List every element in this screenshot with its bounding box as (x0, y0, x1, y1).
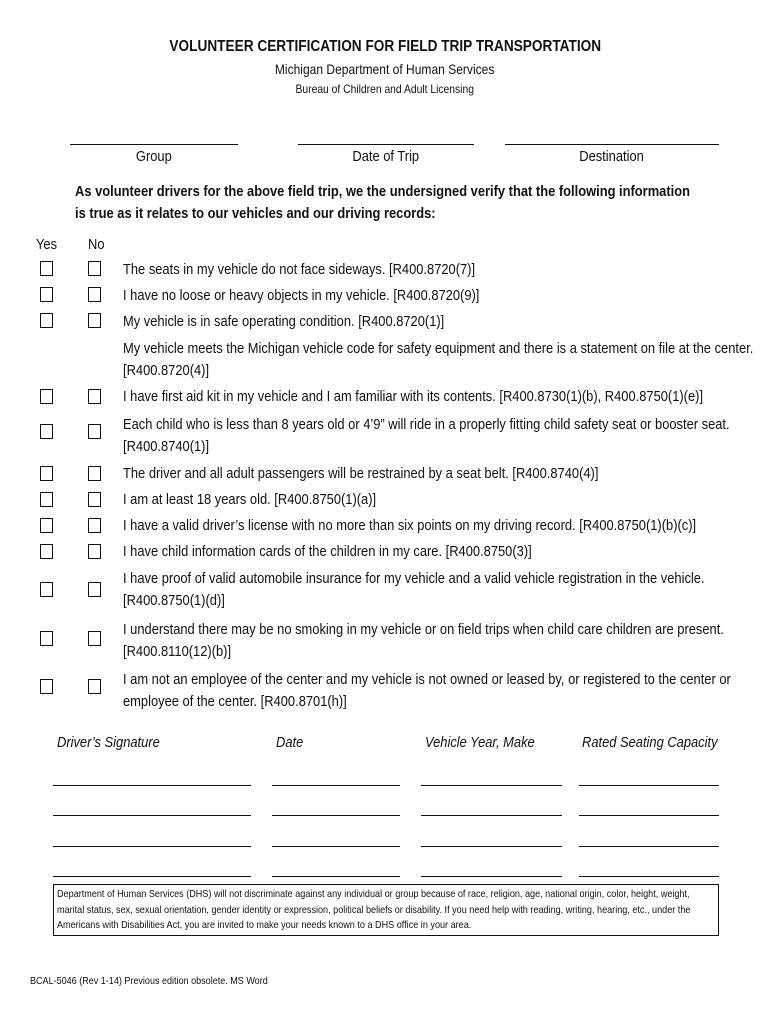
rated-seating-capacity-field[interactable] (579, 876, 719, 877)
form-footer: BCAL-5046 (Rev 1-14) Previous edition obsolete. MS Word (30, 975, 268, 987)
yes-checkbox[interactable] (40, 313, 53, 328)
no-column-header: No (88, 236, 105, 253)
notice-text: Department of Human Services (DHS) will not discriminate against any individual or group because of race, religion, age, national origin, color, height, weight, marital status, sex, sexual orientation, gender identity or expression, political beliefs or disability. If you need help with reading, writing, hearing, etc., under the Americans with Disabilities Act, you are invited to make your needs known to a DHS office in your area. (57, 888, 691, 931)
no-checkbox[interactable] (88, 389, 101, 404)
rated-seating-capacity-field[interactable] (579, 846, 719, 847)
vehicle-year-make-field[interactable] (421, 785, 562, 786)
statement-text: My vehicle is in safe operating condition. [R400.8720(1)] (123, 313, 445, 330)
statement-text: I have proof of valid automobile insurance for my vehicle and a valid vehicle registration in the vehicle. (123, 570, 705, 587)
statement-text: [R400.8740(1)] (123, 438, 210, 455)
statement-text: The driver and all adult passengers will be restrained by a seat belt. [R400.8740(4)] (123, 465, 599, 482)
yes-checkbox[interactable] (40, 466, 53, 481)
statement-text: The seats in my vehicle do not face sideways. [R400.8720(7)] (123, 261, 476, 278)
date-field[interactable] (272, 846, 400, 847)
statement-text: I have no loose or heavy objects in my vehicle. [R400.8720(9)] (123, 287, 480, 304)
statement-text: I understand there may be no smoking in my vehicle or on field trips when child care children are present. (123, 621, 724, 638)
drivers-signature-field[interactable] (53, 815, 251, 816)
date-header: Date (276, 734, 304, 751)
statement-text: My vehicle meets the Michigan vehicle code for safety equipment and there is a statement on file at the center. (123, 340, 754, 357)
drivers-signature-field[interactable] (53, 785, 251, 786)
form-title: VOLUNTEER CERTIFICATION FOR FIELD TRIP TRANSPORTATION (169, 38, 601, 55)
rated-seating-capacity-field[interactable] (579, 815, 719, 816)
date-field[interactable] (272, 785, 400, 786)
rated-seating-capacity-field[interactable] (579, 785, 719, 786)
bureau-name: Bureau of Children and Adult Licensing (295, 82, 475, 96)
destination-label: Destination (579, 148, 645, 165)
statement-text: I am not an employee of the center and my vehicle is not owned or leased by, or registered to the center or (123, 671, 731, 688)
yes-checkbox[interactable] (40, 287, 53, 302)
yes-checkbox[interactable] (40, 631, 53, 646)
yes-checkbox[interactable] (40, 679, 53, 694)
vehicle-year-make-header: Vehicle Year, Make (425, 734, 535, 751)
no-checkbox[interactable] (88, 631, 101, 646)
statement-text: Each child who is less than 8 years old or 4’9” will ride in a properly fitting child safety seat or booster seat. (123, 416, 730, 433)
statement-text: [R400.8750(1)(d)] (123, 592, 225, 609)
no-checkbox[interactable] (88, 466, 101, 481)
statement-text: [R400.8720(4)] (123, 362, 210, 379)
no-checkbox[interactable] (88, 582, 101, 597)
yes-column-header: Yes (36, 236, 58, 253)
no-checkbox[interactable] (88, 287, 101, 302)
yes-checkbox[interactable] (40, 582, 53, 597)
drivers-signature-field[interactable] (53, 846, 251, 847)
group-label: Group (136, 148, 172, 165)
yes-checkbox[interactable] (40, 389, 53, 404)
no-checkbox[interactable] (88, 313, 101, 328)
yes-checkbox[interactable] (40, 261, 53, 276)
no-checkbox[interactable] (88, 261, 101, 276)
no-checkbox[interactable] (88, 492, 101, 507)
date-of-trip-field[interactable] (298, 144, 474, 145)
no-checkbox[interactable] (88, 518, 101, 533)
statement-text: I have child information cards of the children in my care. [R400.8750(3)] (123, 543, 532, 560)
destination-field[interactable] (505, 144, 719, 145)
date-field[interactable] (272, 876, 400, 877)
certification-intro: As volunteer drivers for the above field trip, we the undersigned verify that the following information is true as it relates to our vehicles and our driving records: (75, 183, 690, 222)
no-checkbox[interactable] (88, 424, 101, 439)
yes-checkbox[interactable] (40, 518, 53, 533)
vehicle-year-make-field[interactable] (421, 815, 562, 816)
vehicle-year-make-field[interactable] (421, 846, 562, 847)
non-discrimination-notice (53, 884, 719, 936)
statement-text: [R400.8110(12)(b)] (123, 643, 232, 660)
agency-name: Michigan Department of Human Services (275, 61, 495, 77)
drivers-signature-field[interactable] (53, 876, 251, 877)
statement-text: I am at least 18 years old. [R400.8750(1)(a)] (123, 491, 377, 508)
vehicle-year-make-field[interactable] (421, 876, 562, 877)
drivers-signature-header: Driver’s Signature (57, 734, 160, 751)
no-checkbox[interactable] (88, 544, 101, 559)
statement-text: I have first aid kit in my vehicle and I am familiar with its contents. [R400.8730(1)(b), R400.8750(1)(e)] (123, 388, 704, 405)
yes-checkbox[interactable] (40, 492, 53, 507)
yes-checkbox[interactable] (40, 424, 53, 439)
group-field[interactable] (70, 144, 238, 145)
date-of-trip-label: Date of Trip (352, 148, 420, 165)
date-field[interactable] (272, 815, 400, 816)
statement-text: employee of the center. [R400.8701(h)] (123, 693, 347, 710)
rated-seating-capacity-header: Rated Seating Capacity (582, 734, 718, 751)
yes-checkbox[interactable] (40, 544, 53, 559)
statement-text: I have a valid driver’s license with no more than six points on my driving record. [R400.8750(1)(b)(c)] (123, 517, 697, 534)
no-checkbox[interactable] (88, 679, 101, 694)
